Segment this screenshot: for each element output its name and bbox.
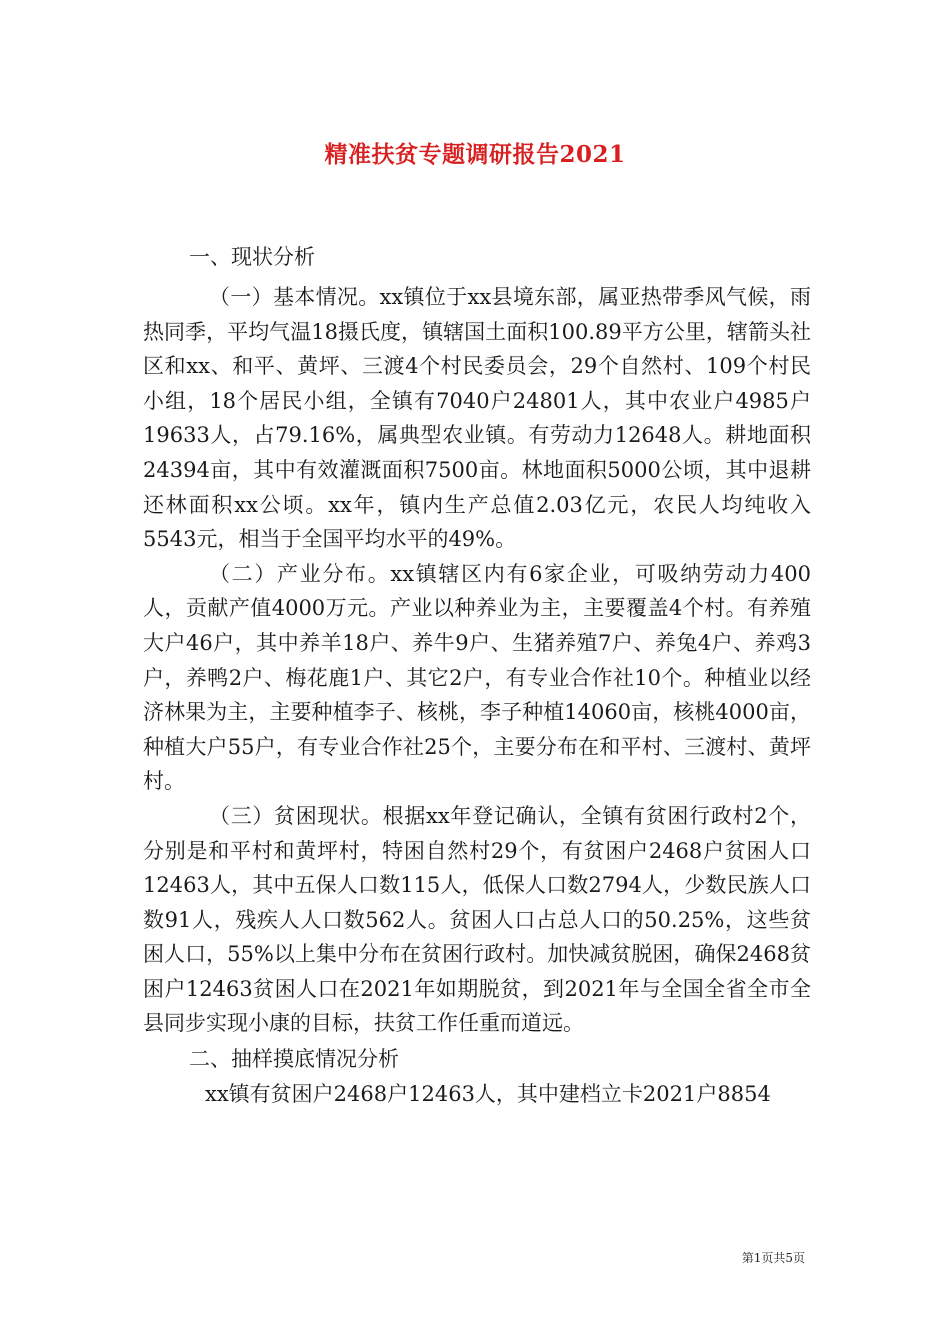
section-heading-2: 二、抽样摸底情况分析 [189,1047,399,1072]
document-body [143,240,811,1112]
document-title: 精准扶贫专题调研报告2021 [324,141,626,168]
paragraph-poverty-status: （三）贫困现状。根据xx年登记确认，全镇有贫困行政村2个，分别是和平村和黄坪村，特困自然村29个，有贫困户2468户贫困人口12463人，其中五保人口数115人，低保人口数2794人，少数民族人口数91人，残疾人人口数562人。贫困人口占总人口的50.25%，这些贫困人口，55%以上集中分布在贫困行政村。加快减贫脱困，确保2468贫困户12463贫困人口在2021年如期脱贫，到2021年与全国全省全市全县同步实现小康的目标，扶贫工作任重而道远。 [143,803,811,1036]
paragraph-basic-situation: （一）基本情况。xx镇位于xx县境东部，属亚热带季风气候，雨热同季，平均气温18摄氏度，镇辖国土面积100.89平方公里，辖箭头社区和xx、和平、黄坪、三渡4个村民委员会，29个自然村、109个村民小组，18个居民小组，全镇有7040户24801人，其中农业户4985户19633人，占79.16%，属典型农业镇。有劳动力12648人。耕地面积24394亩，其中有效灌溉面积7500亩。林地面积5000公顷，其中退耕还林面积xx公顷。xx年，镇内生产总值2.03亿元，农民人均纯收入5543元，相当于全国平均水平的49%。 [143,285,811,552]
paragraph-sampling: xx镇有贫困户2468户12463人，其中建档立卡2021户8854 [205,1082,771,1107]
section-heading-1: 一、现状分析 [189,245,315,269]
page-number: 第1页共5页 [741,1251,805,1265]
paragraph-industry-distribution: （二）产业分布。xx镇辖区内有6家企业，可吸纳劳动力400人，贡献产值4000万元。产业以种养业为主，主要覆盖4个村。有养殖大户46户，其中养羊18户、养牛9户、生猪养殖7户、养兔4户、养鸡3户，养鸭2户、梅花鹿1户、其它2户，有专业合作社10个。种植业以经济林果为主，主要种植李子、核桃，李子种植14060亩，核桃4000亩，种植大户55户，有专业合作社25个，主要分布在和平村、三渡村、黄坪村。 [143,561,811,794]
